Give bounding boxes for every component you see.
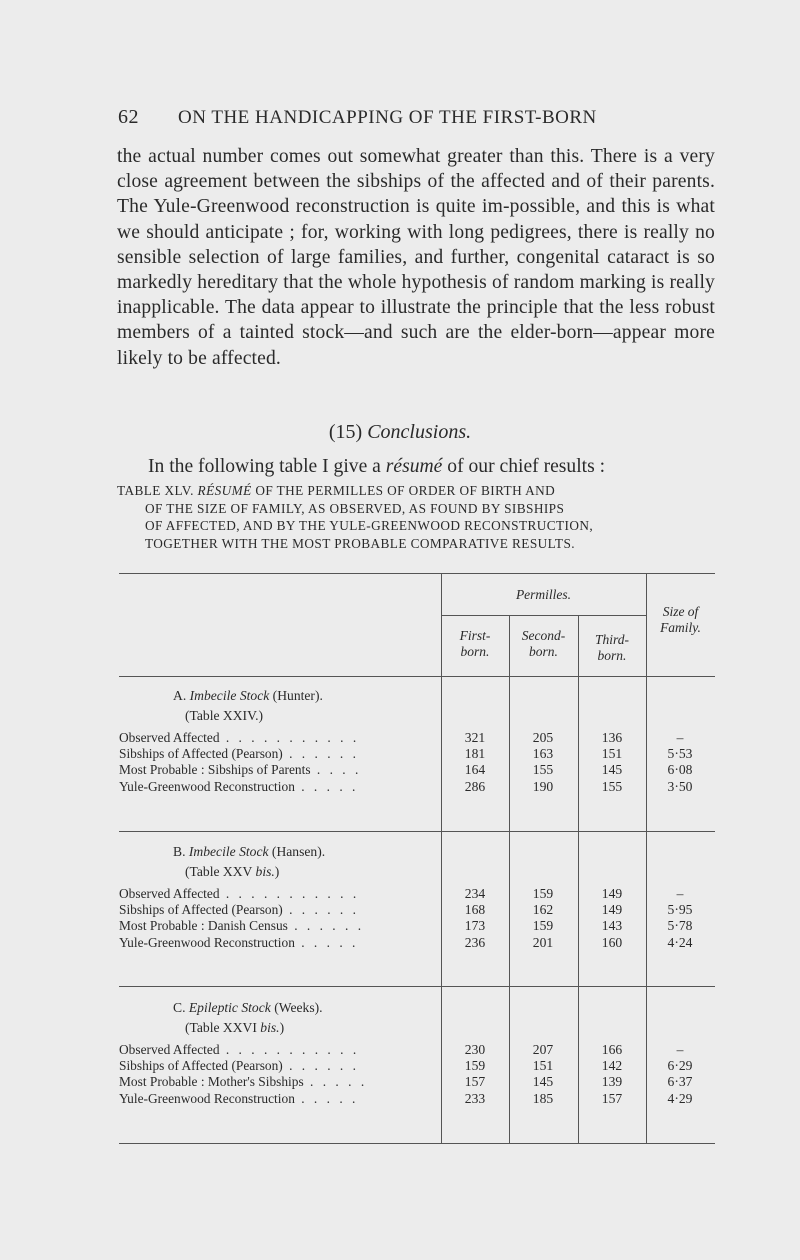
cell-first: 230 (464, 1042, 486, 1057)
table-caption (117, 482, 717, 552)
section-b-rule (119, 986, 715, 987)
row-dot-leader: . . . . . (294, 1090, 359, 1106)
cell-second: 185 (532, 1090, 554, 1106)
caption-line-1 (117, 482, 717, 500)
row-label-text: Observed Affected (119, 886, 220, 901)
cell-first: 236 (464, 934, 486, 950)
cell-third: 155 (601, 778, 623, 794)
table-row-label (119, 762, 431, 778)
running-title: ON THE HANDICAPPING OF THE FIRST-BORN (178, 107, 597, 128)
cell-third: 142 (601, 1058, 623, 1074)
cell-second: 205 (532, 730, 554, 745)
third-born-header (578, 632, 646, 664)
row-label-text: Sibships of Affected (Pearson) (119, 1058, 283, 1074)
intro-sentence (148, 456, 718, 478)
intro-before: In the following table I give a (148, 456, 386, 477)
table-row-label (119, 1058, 431, 1074)
cell-size: – (676, 730, 684, 745)
row-dot-leader: . . . . . (294, 778, 359, 794)
cell-size: 4·24 (667, 934, 693, 950)
paragraph-text: the actual number comes out somewhat greater than this. There is a very close agreement between the sibships of the affected and of their parents. The Yule-Greenwood reconstruction is quite im-possible, and this is what we should anticipate ; for, working with long pedigrees, there is really no sensible selection of large families, and further, congenital cataract is so markedly hereditary that the whole hypothesis of random marking is really inapplicable. The data appear to illustrate the principle that the less robust members of a tainted stock—and such are the elder-born—appear more likely to be affected. (117, 146, 715, 369)
cell-size: 5·95 (667, 902, 693, 918)
table-bottom-rule (119, 1143, 715, 1144)
caption-label: TABLE XLV. (117, 483, 198, 498)
cell-third: 149 (601, 886, 623, 901)
cell-size: 3·50 (667, 778, 693, 794)
table-row-label (119, 746, 431, 762)
cell-third: 149 (601, 902, 623, 918)
table-row-label (119, 918, 431, 934)
size-line1: Size of (662, 604, 699, 619)
cell-first: 168 (464, 902, 486, 918)
section-stock: Imbecile Stock (188, 844, 269, 859)
row-dot-leader: . . . . . (303, 1074, 368, 1090)
section-2-title (173, 1000, 323, 1016)
third-born-line2: born. (597, 648, 627, 663)
cell-third: 139 (601, 1074, 623, 1090)
section-stock: Imbecile Stock (189, 688, 270, 703)
table-row-label (119, 730, 431, 746)
row-label-text: Most Probable : Mother's Sibships (119, 1074, 304, 1090)
cell-size: 6·08 (667, 762, 693, 778)
cell-first: 321 (464, 730, 486, 745)
first-born-header (441, 628, 509, 660)
section-1-subtitle (185, 864, 279, 880)
section-letter: B. (173, 844, 186, 859)
section-heading (0, 421, 800, 444)
col-divider-1 (441, 573, 442, 1143)
size-line2: Family. (660, 620, 701, 635)
table-row-label (119, 1042, 431, 1058)
cell-third: 160 (601, 934, 623, 950)
row-dot-leader: . . . . . . (282, 1058, 359, 1074)
permilles-rule (441, 615, 646, 616)
table-row-label (119, 779, 431, 795)
caption-emphasis: RÉSUMÉ (197, 483, 252, 498)
cell-second: 159 (532, 918, 554, 934)
row-label-text: Observed Affected (119, 1042, 220, 1057)
row-label-text: Most Probable : Danish Census (119, 918, 288, 934)
caption-line-4: TOGETHER WITH THE MOST PROBABLE COMPARATIVE RESULTS. (145, 535, 575, 551)
subtitle-a: (Table XXVI (185, 1020, 261, 1035)
section-0-subtitle (185, 708, 263, 724)
cell-first: 159 (464, 1058, 486, 1074)
table-row-label (119, 886, 431, 902)
section-author: (Hansen). (271, 844, 326, 859)
section-title: Conclusions. (367, 421, 472, 443)
table-top-rule (119, 573, 715, 574)
row-label-text: Yule-Greenwood Reconstruction (119, 1090, 295, 1106)
subtitle-em: bis. (260, 1020, 280, 1035)
cell-first: 233 (464, 1090, 486, 1106)
row-label-text: Sibships of Affected (Pearson) (119, 746, 283, 762)
col-divider-4 (646, 573, 647, 1143)
row-dot-leader: . . . . . . (282, 902, 359, 918)
section-0-title (173, 688, 323, 704)
cell-second: 155 (532, 762, 554, 778)
second-born-line2: born. (529, 644, 558, 659)
table-row-label (119, 935, 431, 951)
second-born-header (509, 628, 578, 660)
row-label-text: Yule-Greenwood Reconstruction (119, 934, 295, 950)
cell-third: 136 (601, 730, 623, 745)
row-dot-leader: . . . . . (294, 934, 359, 950)
row-label-text: Yule-Greenwood Reconstruction (119, 778, 295, 794)
permilles-header: Permilles. (515, 587, 572, 602)
table-row-label (119, 902, 431, 918)
cell-size: 4·29 (667, 1090, 693, 1106)
row-dot-leader: . . . . . . (287, 918, 365, 934)
cell-size: 6·37 (667, 1074, 693, 1090)
subtitle-a: (Table XXIV.) (185, 708, 264, 723)
cell-third: 151 (601, 746, 623, 762)
section-letter: C. (173, 1000, 186, 1015)
section-author: (Weeks). (274, 1000, 323, 1015)
second-born-line1: Second- (521, 628, 566, 643)
running-head (118, 106, 718, 129)
cell-second: 201 (532, 934, 554, 950)
section-author: (Hunter). (272, 688, 323, 703)
third-born-line1: Third- (594, 632, 629, 647)
cell-size: 5·53 (667, 746, 693, 762)
cell-third: 166 (601, 1042, 623, 1057)
col-divider-2 (509, 615, 510, 1143)
cell-size: – (676, 886, 684, 901)
cell-second: 207 (532, 1042, 554, 1057)
cell-second: 162 (532, 902, 554, 918)
row-dot-leader: . . . . . . (282, 746, 359, 762)
cell-second: 163 (532, 746, 554, 762)
subtitle-em: bis. (255, 864, 275, 879)
table-row-label (119, 1091, 431, 1107)
section-number: (15) (328, 421, 363, 443)
row-label-text: Sibships of Affected (Pearson) (119, 902, 283, 918)
cell-second: 151 (532, 1058, 554, 1074)
cell-third: 145 (601, 762, 623, 778)
row-dot-leader: . . . . (310, 762, 362, 778)
cell-first: 173 (464, 918, 486, 934)
row-dot-leader: . . . . . . . . . . . (219, 730, 360, 745)
first-born-line1: First- (459, 628, 491, 643)
cell-size: – (676, 1042, 684, 1057)
col-divider-3 (578, 615, 579, 1143)
first-born-line2: born. (460, 644, 490, 659)
cell-second: 190 (532, 778, 554, 794)
caption-text-1: OF THE PERMILLES OF ORDER OF BIRTH AND (251, 483, 556, 498)
cell-second: 145 (532, 1074, 554, 1090)
cell-third: 143 (601, 918, 623, 934)
body-paragraph (117, 144, 715, 371)
subtitle-b: ) (279, 1020, 285, 1035)
row-dot-leader: . . . . . . . . . . . (219, 886, 360, 901)
row-label-text: Observed Affected (119, 730, 220, 745)
table-row-label (119, 1074, 431, 1090)
caption-line-2: OF THE SIZE OF FAMILY, AS OBSERVED, AS FOUND BY SIBSHIPS (145, 500, 565, 516)
cell-first: 181 (464, 746, 486, 762)
cell-second: 159 (532, 886, 554, 901)
intro-after: of our chief results : (442, 456, 606, 477)
cell-size: 6·29 (667, 1058, 693, 1074)
header-bottom-rule (119, 676, 715, 677)
subtitle-b: ) (274, 864, 280, 879)
cell-first: 157 (464, 1074, 486, 1090)
page-number: 62 (118, 106, 139, 128)
intro-emphasis: résumé (385, 456, 443, 477)
cell-first: 286 (464, 778, 486, 794)
cell-size: 5·78 (667, 918, 693, 934)
caption-line-3: OF AFFECTED, AND BY THE YULE-GREENWOOD RECONSTRUCTION, (145, 518, 594, 534)
section-1-title (173, 844, 325, 860)
cell-first: 164 (464, 762, 486, 778)
section-letter: A. (173, 688, 187, 703)
section-stock: Epileptic Stock (188, 1000, 271, 1015)
cell-first: 234 (464, 886, 486, 901)
subtitle-a: (Table XXV (185, 864, 256, 879)
row-dot-leader: . . . . . . . . . . . (219, 1042, 360, 1057)
cell-third: 157 (601, 1090, 623, 1106)
section-a-rule (119, 831, 715, 832)
row-label-text: Most Probable : Sibships of Parents (119, 762, 311, 778)
section-2-subtitle (185, 1020, 284, 1036)
size-of-family-header (646, 604, 715, 636)
